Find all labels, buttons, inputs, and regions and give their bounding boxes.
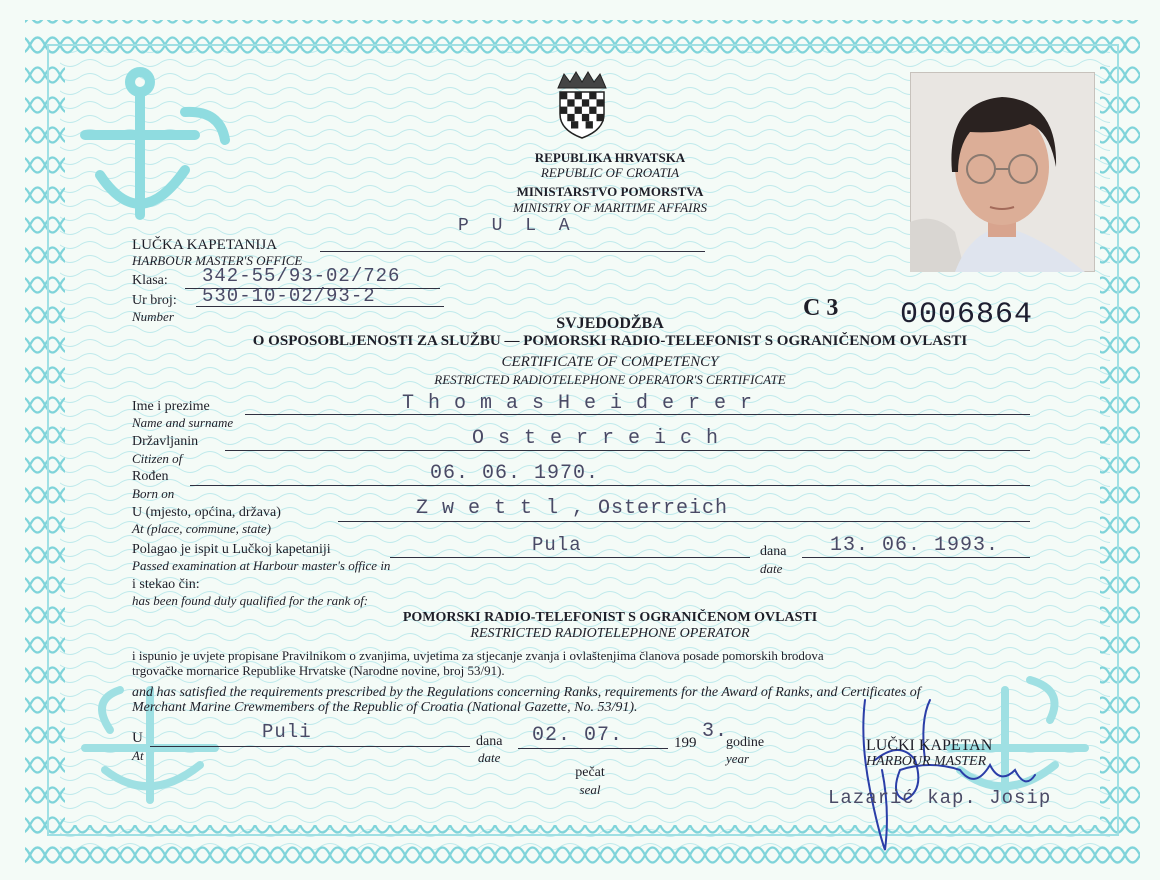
ministry-name-hr: MINISTARSTVO POMORSTVA <box>516 184 704 199</box>
office-city: P U L A <box>458 216 576 236</box>
certificate-subtitle-hr: O OSPOSOBLJENOSTI ZA SLUŽBU — POMORSKI RADIO-TELEFONIST S OGRANIČENOM OVLASTI <box>252 333 968 349</box>
office-label-hr: LUČKA KAPETANIJA <box>132 237 278 253</box>
urbroj-label: Ur broj: <box>132 293 177 308</box>
name-label-en: Name and surname <box>132 415 234 430</box>
certificate-title-hr: SVJEDODŽBA <box>556 315 664 332</box>
country-name-en: REPUBLIC OF CROATIA <box>540 165 680 180</box>
requirements-hr-line1: i ispunio je uvjete propisane Pravilnikom o zvanjima, uvjetima za stjecanje zvanja i ovlaštenjima članova posade pomorskih brodova <box>132 648 824 663</box>
exam-place-value: Pula <box>532 534 582 556</box>
issue-date-underline <box>518 748 668 749</box>
issue-godine-label: godine <box>726 735 765 750</box>
place-underline <box>338 521 1030 522</box>
serial-number: 0006864 <box>900 298 1034 332</box>
issue-at-label-en: At <box>132 748 144 763</box>
issue-year-label: year <box>726 751 750 766</box>
issue-date-value: 02. 07. <box>532 724 624 747</box>
issue-year-prefix: 199 <box>674 735 697 751</box>
born-label-hr: Rođen <box>132 469 169 484</box>
issue-dana-label: dana <box>476 734 503 749</box>
exam-place-underline <box>390 557 750 558</box>
requirements-hr-line2: trgovačke mornarice Republike Hrvatske (Narodne novine, broj 53/91). <box>132 663 505 678</box>
issue-place-underline <box>150 746 470 747</box>
requirements-en-line2: Merchant Marine Crewmembers of the Republic of Croatia (National Gazette, No. 53/91). <box>132 700 638 715</box>
seal-label-en: seal <box>579 782 601 797</box>
croatian-coat-of-arms-icon <box>558 72 606 138</box>
ministry-name-en: MINISTRY OF MARITIME AFFAIRS <box>513 200 707 215</box>
name-value: T h o m a s H e i d e r e r <box>402 392 754 415</box>
rank-label-hr: i stekao čin: <box>132 577 200 592</box>
place-label-en: At (place, commune, state) <box>132 521 271 536</box>
holder-photo <box>910 72 1095 272</box>
issue-year-digit: 3. <box>702 720 729 743</box>
exam-label-hr: Polagao je ispit u Lučkoj kapetaniji <box>132 542 331 557</box>
rank-hr: POMORSKI RADIO-TELEFONIST S OGRANIČENOM OVLASTI <box>402 610 818 625</box>
issue-place-value: Puli <box>262 721 312 743</box>
rank-label-en: has been found duly qualified for the rank of: <box>132 593 369 608</box>
place-label-hr: U (mjesto, općina, država) <box>132 505 281 520</box>
issue-date-label: date <box>478 750 501 765</box>
klasa-label: Klasa: <box>132 273 168 288</box>
citizen-label-hr: Državljanin <box>132 434 199 449</box>
exam-dana-label: dana <box>760 544 787 559</box>
country-name-hr: REPUBLIKA HRVATSKA <box>534 150 686 165</box>
number-label: Number <box>132 309 174 324</box>
exam-date-label: date <box>760 561 783 576</box>
signature-title-hr: LUČKI KAPETAN <box>866 737 993 754</box>
citizen-underline <box>225 450 1030 451</box>
rank-en: RESTRICTED RADIOTELEPHONE OPERATOR <box>470 626 750 641</box>
exam-label-en: Passed examination at Harbour master's office in <box>132 558 391 573</box>
name-label-hr: Ime i prezime <box>132 399 210 414</box>
place-value: Z w e t t l , Osterreich <box>416 497 729 520</box>
born-value: 06. 06. 1970. <box>430 462 600 485</box>
born-label-en: Born on <box>132 486 175 501</box>
born-underline <box>190 485 1030 486</box>
exam-date-value: 13. 06. 1993. <box>830 534 1000 557</box>
certificate-subtitle-en: RESTRICTED RADIOTELEPHONE OPERATOR'S CERTIFICATE <box>434 372 786 387</box>
citizen-value: O s t e r r e i c h <box>472 427 720 450</box>
klasa-value: 342-55/93-02/726 <box>202 265 401 287</box>
seal-label-hr: pečat <box>575 765 605 780</box>
signatory-name: Lazarić kap. Josip <box>828 787 1052 809</box>
issue-at-label-hr: U <box>132 730 143 746</box>
exam-date-underline <box>802 557 1030 558</box>
certificate-class: C 3 <box>803 295 839 321</box>
signature-title-en: HARBOUR MASTER <box>866 754 987 769</box>
office-underline <box>320 251 705 252</box>
certificate-title-en: CERTIFICATE OF COMPETENCY <box>501 354 719 370</box>
requirements-en-line1: and has satisfied the requirements prescribed by the Regulations concerning Ranks, requirements for the Award of Ranks, and Certificates of <box>132 685 921 700</box>
urbroj-value: 530-10-02/93-2 <box>202 285 376 307</box>
citizen-label-en: Citizen of <box>132 451 183 466</box>
office-label-en: HARBOUR MASTER'S OFFICE <box>132 253 303 268</box>
